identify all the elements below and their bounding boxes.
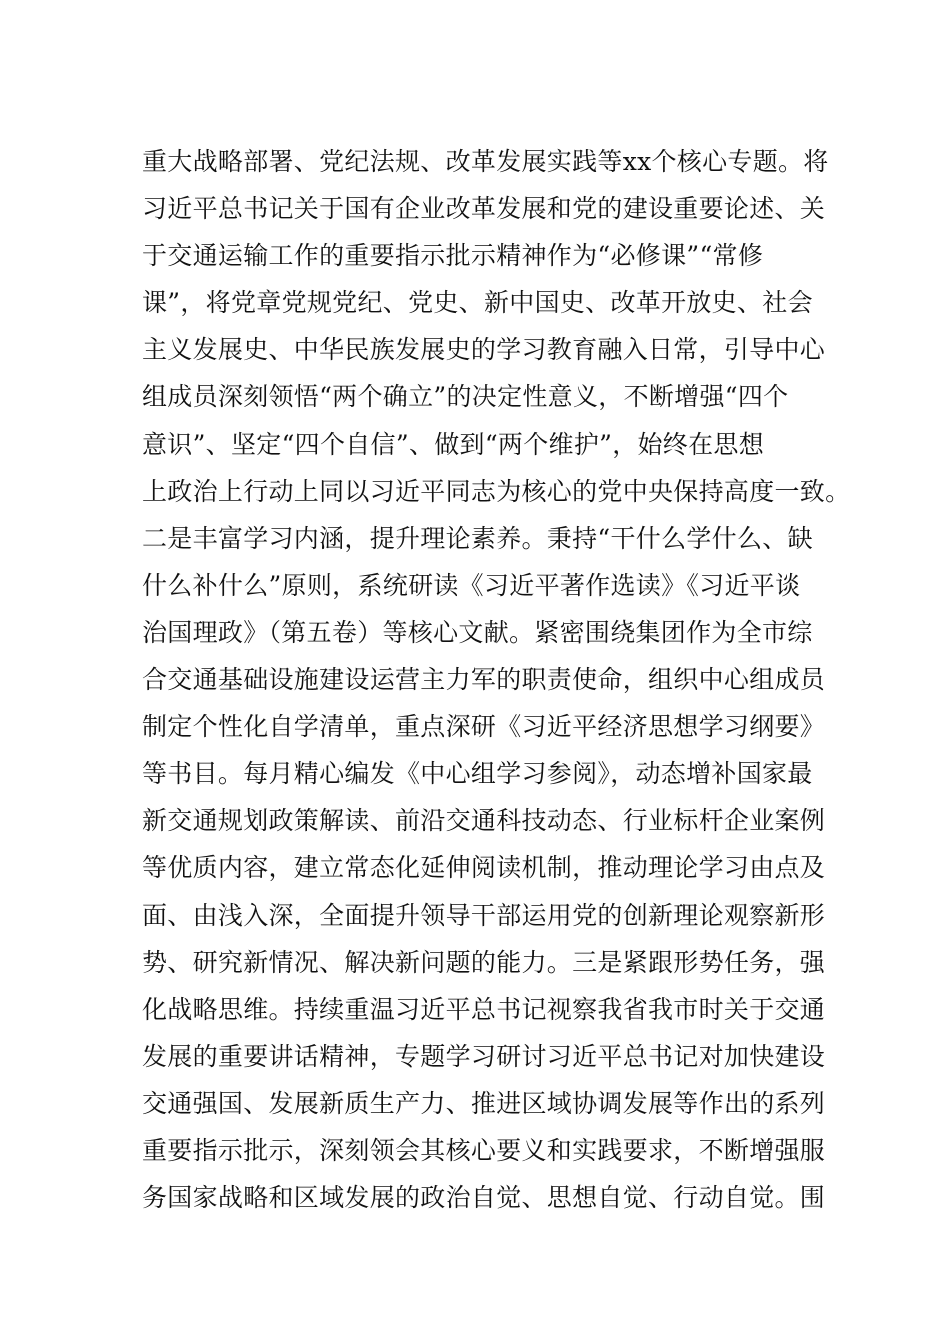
text-line: 上政治上行动上同以习近平同志为核心的党中央保持高度一致。 <box>142 476 851 506</box>
text-line: 重大战略部署、党纪法规、改革发展实践等xx个核心专题。将 <box>142 147 829 176</box>
text-line: 组成员深刻领悟“两个确立”的决定性意义，不断增强“四个 <box>142 382 789 412</box>
text-line: 什么补什么”原则，系统研读《习近平著作选读》《习近平谈 <box>142 570 801 600</box>
text-line: 面、由浅入深，全面提升领导干部运用党的创新理论观察新形 <box>142 900 826 930</box>
text-line: 二是丰富学习内涵，提升理论素养。秉持“干什么学什么、缺 <box>142 523 813 553</box>
text-line: 课”，将党章党规党纪、党史、新中国史、改革开放史、社会 <box>142 288 813 318</box>
text-line: 意识”、坚定“四个自信”、做到“两个维护”，始终在思想 <box>142 429 765 459</box>
text-line: 务国家战略和区域发展的政治自觉、思想自觉、行动自觉。围 <box>142 1183 826 1213</box>
text-line: 制定个性化自学清单，重点深研《习近平经济思想学习纲要》 <box>142 712 826 742</box>
text-line: 等书目。每月精心编发《中心组学习参阅》，动态增补国家最 <box>142 759 813 789</box>
text-line: 于交通运输工作的重要指示批示精神作为“必修课”“常修 <box>142 241 764 271</box>
text-line: 治国理政》（第五卷）等核心文献。紧密围绕集团作为全市综 <box>142 617 813 647</box>
text-line: 主义发展史、中华民族发展史的学习教育融入日常，引导中心 <box>142 335 826 365</box>
text-line: 势、研究新情况、解决新问题的能力。三是紧跟形势任务，强 <box>142 947 826 977</box>
text-line: 等优质内容，建立常态化延伸阅读机制，推动理论学习由点及 <box>142 853 826 883</box>
body-text <box>142 138 862 1221</box>
text-line: 合交通基础设施建设运营主力军的职责使命，组织中心组成员 <box>142 665 826 695</box>
text-line: 重要指示批示，深刻领会其核心要义和实践要求，不断增强服 <box>142 1135 826 1165</box>
text-line: 习近平总书记关于国有企业改革发展和党的建设重要论述、关 <box>142 194 826 224</box>
text-line: 化战略思维。持续重温习近平总书记视察我省我市时关于交通 <box>142 994 826 1024</box>
text-line: 发展的重要讲话精神，专题学习研讨习近平总书记对加快建设 <box>142 1041 826 1071</box>
text-line: 新交通规划政策解读、前沿交通科技动态、行业标杆企业案例 <box>142 806 826 836</box>
text-line: 交通强国、发展新质生产力、推进区域协调发展等作出的系列 <box>142 1088 826 1118</box>
